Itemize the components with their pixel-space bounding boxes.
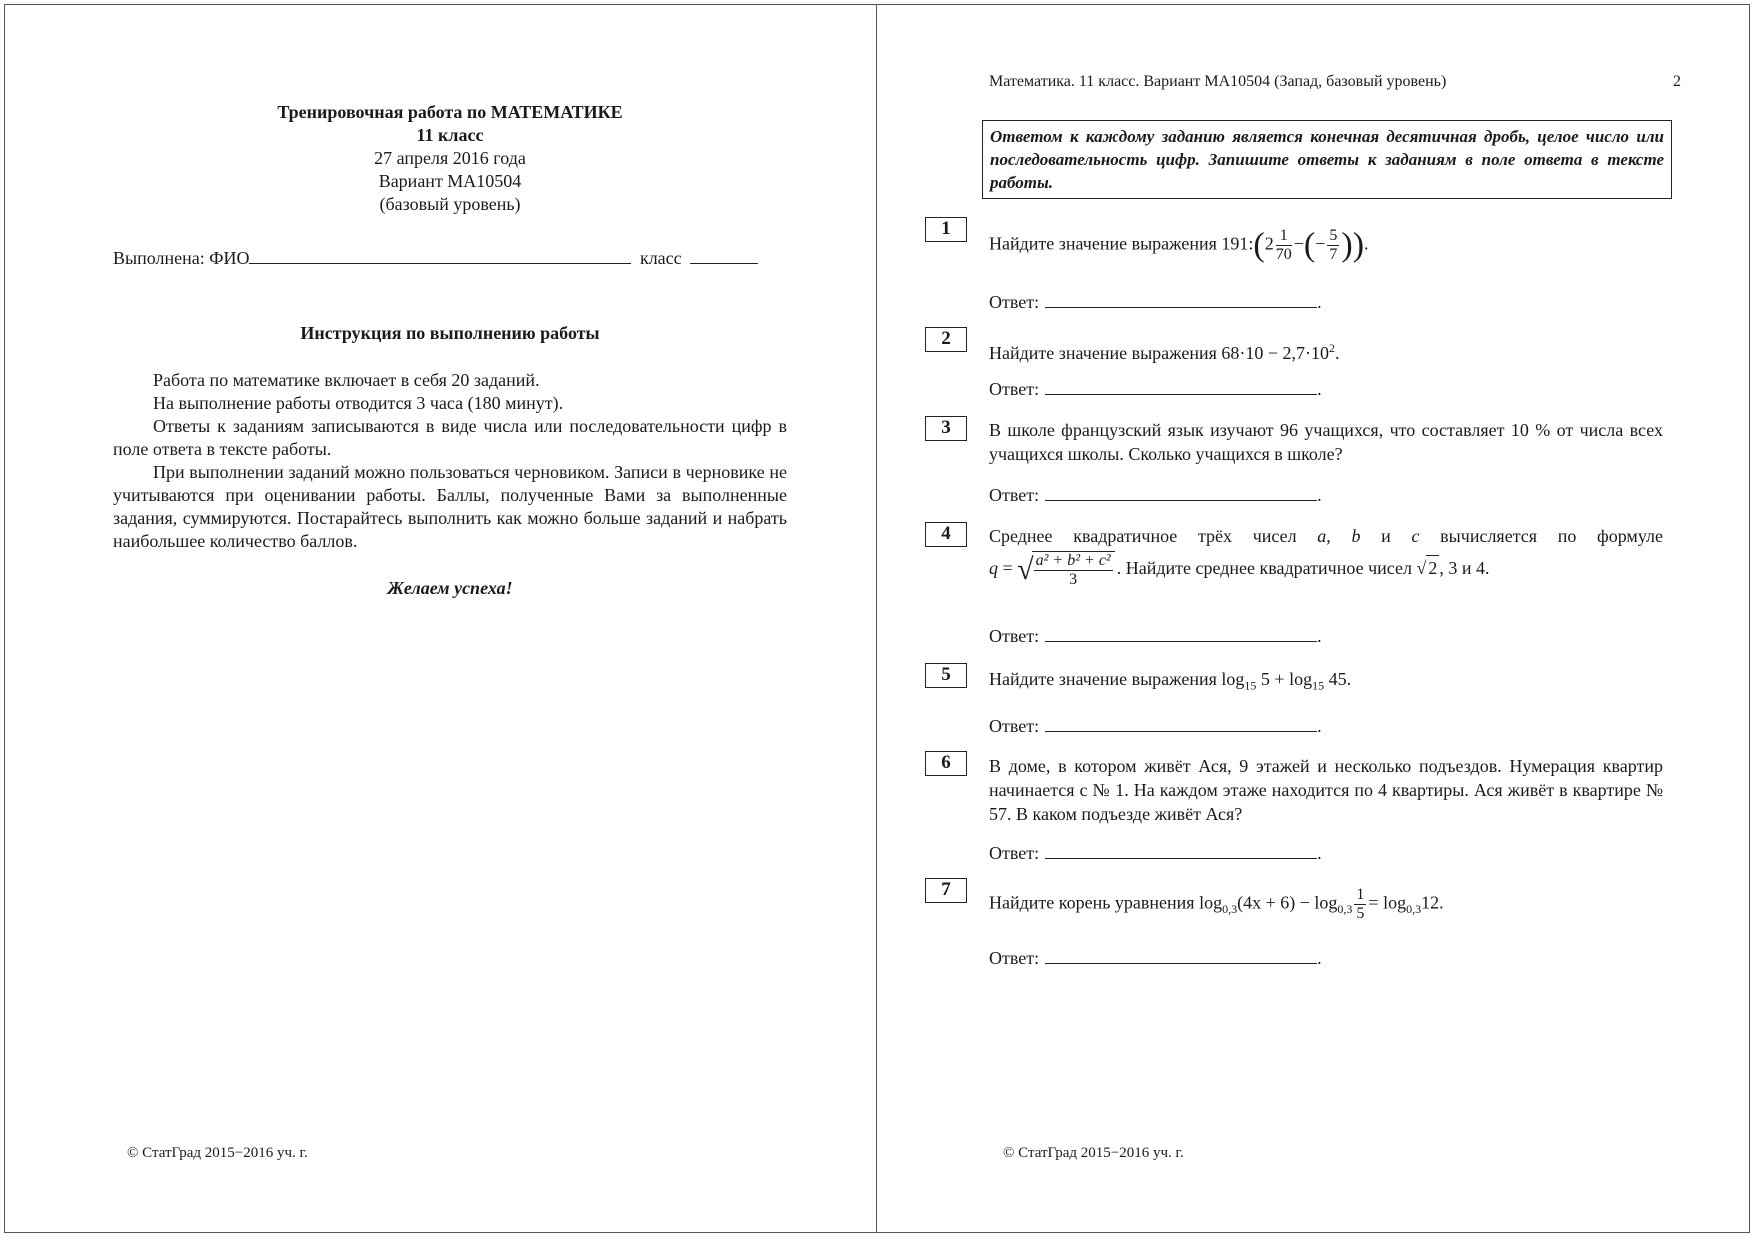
answer-row-7: Ответ: . [989,948,1322,968]
task-4-line-2: q = √ $\frac{\text{a² + b² + c²}}{3}$ . Найдите среднее квадратичное чисел √ 2 , 3 и 4. [989,552,1490,588]
task-number-7: 7 [925,878,967,903]
task-7-text: Найдите корень уравнения [989,892,1195,913]
answer-label: Ответ: [989,716,1040,736]
answer-field-5[interactable] [1045,715,1317,732]
task-2-exponent: 2 [1329,341,1336,355]
task-7-log-2: log [1314,892,1338,913]
answer-label: Ответ: [989,379,1040,399]
sqrt-sign-icon: √ [1017,553,1034,586]
answer-field-4[interactable] [1045,625,1317,642]
task-4-q: q [989,558,998,579]
instruction-body [113,369,787,553]
task-number-4: 4 [925,522,967,547]
task-7-arg-3: 12 [1421,892,1440,913]
task-5: Найдите значение выражения $\log_{15} 5 + \log_{15} 45$. [989,669,1352,693]
title-line-2: 11 класс [416,125,484,145]
task-7-fraction: $\frac{1}{5}$ [1356,886,1365,922]
page-left [4,4,878,1233]
footer-copyright: © СтатГрад 2015−2016 уч. г. [1003,1145,1184,1161]
answer-label: Ответ: [989,485,1040,505]
title-block [5,101,895,216]
task-7-log-3: log [1383,892,1407,913]
task-3-text: В школе французский язык изучают 96 учащихся, что составляет 10 % от числа всех учащихся школы. Сколько учащихся в школе? [989,420,1663,464]
date: 27 апреля 2016 года [374,148,526,168]
completed-by-line [113,247,758,269]
answer-field-7[interactable] [1045,947,1317,964]
task-4-var-c: c [1411,526,1420,546]
answer-row-5: Ответ: . [989,716,1322,736]
task-1-fraction-1: $\frac{1}{70}$ [1275,227,1292,263]
answer-label: Ответ: [989,292,1040,312]
task-7-base-3: 0,3 [1406,902,1422,917]
answer-field-6[interactable] [1045,842,1317,859]
answer-field-3[interactable] [1045,484,1317,501]
task-2-end: . [1335,343,1340,363]
task-number-6: 6 [925,751,967,776]
instruction-paragraph: Работа по математике включает в себя 20 заданий. [153,370,540,390]
instruction-heading: Инструкция по выполнению работы [300,323,600,343]
task-4-text-4: , 3 и 4. [1439,558,1490,579]
level: (базовый уровень) [379,194,521,214]
task-7: Найдите корень уравнения $\log_{0,3}(4x + 6) - \log_{0,3}$ $\frac{1}{5}$ = $\log_{0,3}12$. [989,886,1444,922]
task-7-base-1: 0,3 [1222,902,1238,917]
page-number: 2 [1673,73,1681,90]
answer-label: Ответ: [989,948,1040,968]
answer-field-1[interactable] [1045,291,1317,308]
sqrt-sign-icon: √ [1416,558,1427,579]
completed-by-label: Выполнена: ФИО [113,248,250,268]
task-5-base-1: 15 [1244,678,1257,693]
task-number-2: 2 [925,327,967,352]
title-line-1: Тренировочная работа по МАТЕМАТИКЕ [277,102,623,122]
task-4-formula: $\frac{\text{a² + b² + c²}}{3}$ [1032,551,1115,589]
instruction-paragraph: При выполнении заданий можно пользоваться черновиком. Записи в черновике не учитываются при оценивании работы. Баллы, полученные Вами за выполненные задания, суммируются. Постарайтесь выполнить как можно больше заданий и набрать наибольшее количество баллов. [113,462,787,551]
task-5-base-2: 15 [1312,678,1325,693]
task-5-text: Найдите значение выражения [989,669,1217,689]
task-4-var-a: a [1317,526,1327,546]
footer-copyright: © СтатГрад 2015−2016 уч. г. [127,1145,308,1161]
answer-row-6: Ответ: . [989,843,1322,863]
task-2-text: Найдите значение выражения [989,343,1217,363]
task-4-and: и [1381,526,1391,546]
task-4-text-3: . Найдите среднее квадратичное чисел [1116,558,1412,579]
task-5-arg-2: 45 [1328,669,1347,689]
answer-label: Ответ: [989,626,1040,646]
task-6-text: В доме, в котором живёт Ася, 9 этажей и несколько подъездов. Нумерация квартир начинается с № 1. На каждом этаже находится по 4 квартиры. Ася живёт в квартире № 57. В каком подъезде живёт Ася? [989,756,1663,824]
task-1: Найдите значение выражения 191:(2 $\frac{1}{70}$ −(− $\frac{5}{7}$ )). [989,226,1369,264]
task-1-whole: 2 [1264,233,1274,254]
answer-row-4: Ответ: . [989,626,1322,646]
answer-field-2[interactable] [1045,378,1317,395]
task-7-arg-1: (4x + 6) [1237,892,1296,913]
page-header: Математика. 11 класс. Вариант МА10504 (Запад, базовый уровень) [989,73,1447,90]
answer-notice: Ответом к каждому заданию является конечная десятичная дробь, целое число или последовательность цифр. Запишите ответы к заданиям в поле ответа в тексте работы. [982,120,1672,199]
variant: Вариант МА10504 [378,171,522,191]
task-5-arg-1: 5 [1260,669,1270,689]
instruction-paragraph: Ответы к заданиям записываются в виде числа или последовательности цифр в поле ответа в тексте работы. [113,416,787,459]
page-right [876,4,1750,1233]
task-1-fraction-2: $\frac{5}{7}$ [1329,227,1338,263]
class-label: класс [639,248,682,268]
task-7-end: . [1439,892,1444,913]
task-7-log-1: log [1199,892,1223,913]
task-2 [989,336,1663,365]
task-4-var-b: b [1351,526,1361,546]
answer-row-1: Ответ: . [989,292,1322,312]
task-1-text: Найдите значение выражения [989,233,1217,254]
wish-text: Желаем успеха! [387,578,513,598]
task-2-expression: 68·10 − 2,7·10 [1221,343,1330,363]
task-1-prefix: 191: [1221,233,1254,254]
name-field[interactable] [249,247,631,264]
task-number-5: 5 [925,663,967,688]
task-4-line-1: Среднее квадратичное трёх чисел a, b и c вычисляется по формуле [989,526,1664,546]
task-5-log-2: log [1289,669,1313,689]
class-field[interactable] [690,247,758,264]
task-number-3: 3 [925,416,967,441]
task-4-sqrt-arg: 2 [1426,555,1439,580]
task-4-text-2: вычисляется по формуле [1440,526,1664,546]
answer-label: Ответ: [989,843,1040,863]
task-7-base-2: 0,3 [1337,902,1353,917]
task-number-1: 1 [925,217,967,242]
answer-row-3: Ответ: . [989,485,1322,505]
task-1-minus: − [1315,233,1326,254]
task-5-end: . [1346,669,1352,689]
task-4-text-1: Среднее квадратичное трёх чисел [989,526,1297,546]
instruction-paragraph: На выполнение работы отводится 3 часа (180 минут). [153,393,564,413]
answer-row-2: Ответ: . [989,379,1322,399]
task-5-log-1: log [1221,669,1245,689]
